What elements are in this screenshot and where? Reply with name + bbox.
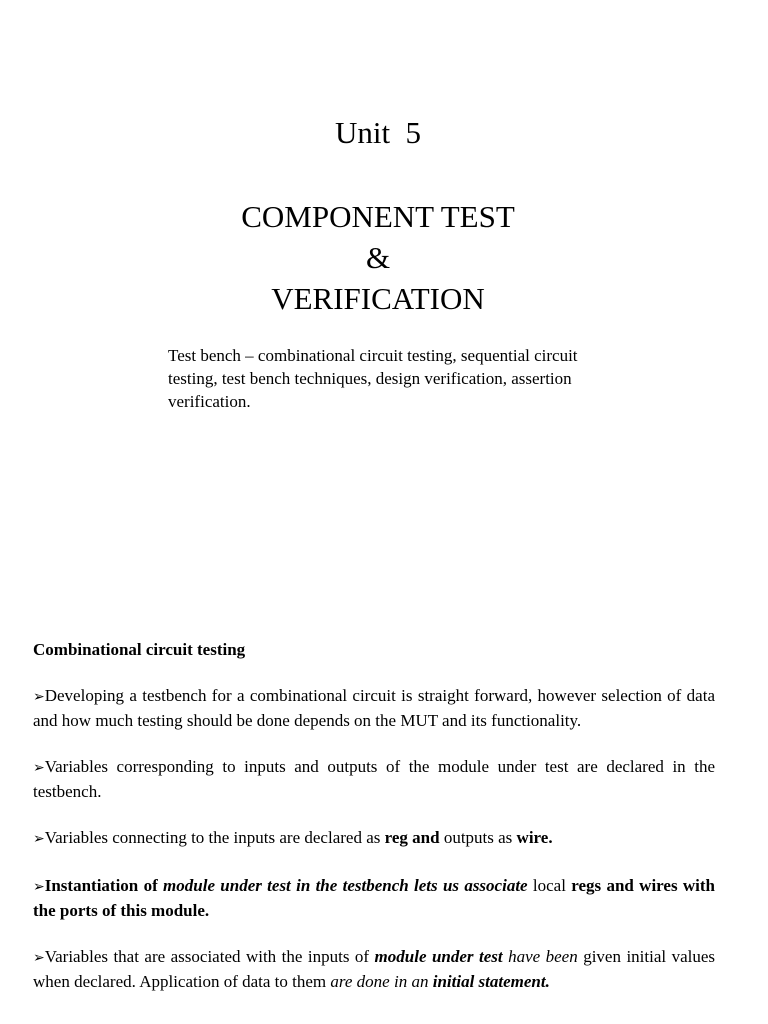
paragraph-text-bold-italic: initial statement. xyxy=(432,972,550,991)
paragraph-text: local xyxy=(527,876,572,895)
content-section xyxy=(33,638,715,1016)
paragraph-text: Variables connecting to the inputs are declared as xyxy=(44,828,385,847)
title-line-3: VERIFICATION xyxy=(271,281,485,316)
unit-title: Unit 5 xyxy=(334,115,422,150)
bullet-paragraph-2 xyxy=(33,755,715,803)
paragraph-text: Variables that are associated with the inputs of xyxy=(44,947,375,966)
paragraph-text-bold-italic: module under test in the testbench lets us associate xyxy=(163,876,528,895)
paragraph-text-bold: regs and wires with the ports of this module. xyxy=(33,876,715,920)
arrow-bullet-icon: ➢ xyxy=(33,689,45,705)
bullet-paragraph-3 xyxy=(33,826,715,851)
arrow-bullet-icon: ➢ xyxy=(33,831,45,847)
title-line-2: & xyxy=(365,240,391,275)
title-line-1: COMPONENT TEST xyxy=(241,199,515,234)
bullet-paragraph-1 xyxy=(33,684,715,732)
paragraph-text-bold-italic: module under test xyxy=(374,947,503,966)
arrow-bullet-icon: ➢ xyxy=(33,950,45,966)
paragraph-text: given initial values when declared. Application of data to them xyxy=(33,947,715,991)
paragraph-text: outputs as xyxy=(439,828,517,847)
paragraph-text: Developing a testbench for a combinational circuit is straight forward, however selection of data and how much testing should be done depends on the MUT and its functionality. xyxy=(33,686,715,730)
paragraph-text: Variables corresponding to inputs and outputs of the module under test are declared in the testbench. xyxy=(33,757,715,801)
keyword-wire: wire. xyxy=(516,828,553,847)
arrow-bullet-icon: ➢ xyxy=(33,760,45,776)
arrow-bullet-icon: ➢ xyxy=(33,879,45,895)
paragraph-text-bold: Instantiation of xyxy=(44,876,164,895)
bullet-paragraph-5 xyxy=(33,945,715,993)
paragraph-text-italic: are done in an xyxy=(330,972,429,991)
syllabus-text: Test bench – combinational circuit testing, sequential circuit testing, test bench techniques, design verification, assertion verification. xyxy=(168,346,578,411)
paragraph-text-italic: have been xyxy=(502,947,578,966)
main-title xyxy=(0,196,756,319)
bullet-paragraph-4 xyxy=(33,874,715,922)
keyword-reg: reg and xyxy=(384,828,440,847)
section-heading: Combinational circuit testing xyxy=(33,640,246,659)
